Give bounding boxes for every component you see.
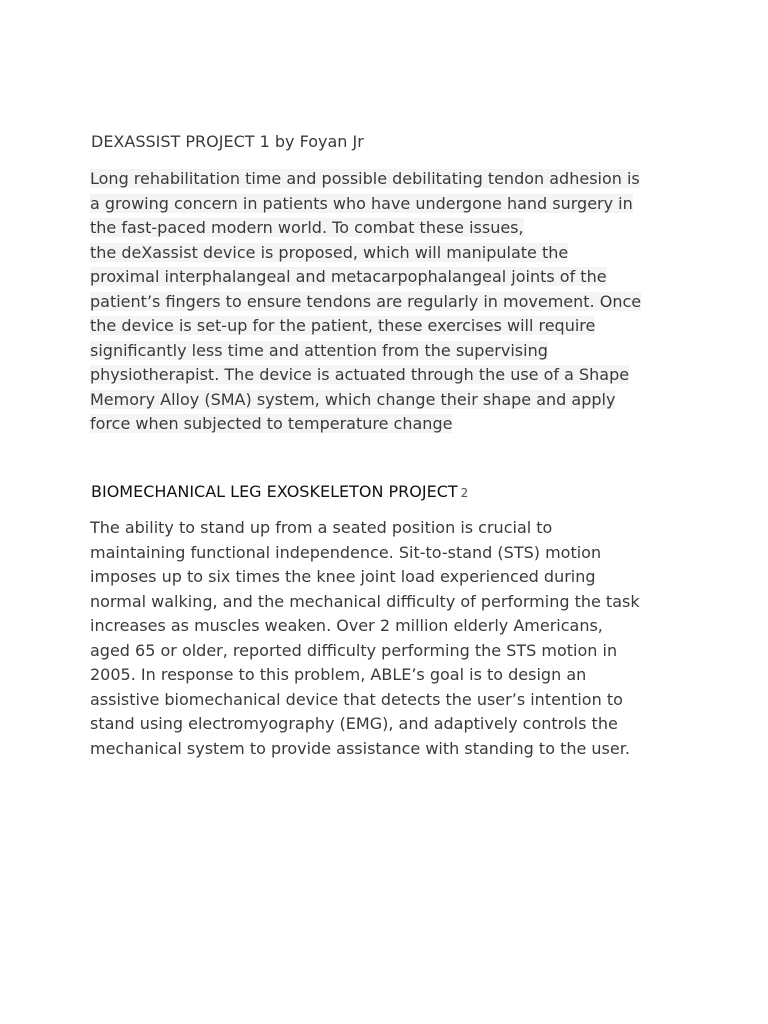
- paragraph-line: assistive biomechanical device that detects the user’s intention to: [90, 689, 623, 709]
- paragraph-line: mechanical system to provide assistance with standing to the user.: [90, 738, 630, 758]
- section2-paragraph: [90, 516, 690, 761]
- paragraph-line: Long rehabilitation time and possible debilitating tendon adhesion is: [90, 169, 640, 188]
- paragraph-line: aged 65 or older, reported difficulty performing the STS motion in: [90, 640, 618, 660]
- section2-heading-number: 2: [460, 486, 469, 500]
- paragraph-line: significantly less time and attention from the supervising: [90, 340, 548, 360]
- paragraph-line: increases as muscles weaken. Over 2 million elderly Americans,: [90, 616, 603, 635]
- paragraph-line: patient’s fingers to ensure tendons are regularly in movement. Once: [90, 291, 642, 311]
- paragraph-line: stand using electromyography (EMG), and adaptively controls the: [90, 714, 618, 733]
- paragraph-line: Memory Alloy (SMA) system, which change their shape and apply: [90, 389, 616, 409]
- paragraph-line: a growing concern in patients who have undergone hand surgery in: [90, 193, 633, 213]
- paragraph-line: imposes up to six times the knee joint load experienced during: [90, 567, 596, 586]
- paragraph-line: normal walking, and the mechanical difficulty of performing the task: [90, 591, 640, 611]
- section1-paragraph: [90, 167, 690, 437]
- section2-heading-text: BIOMECHANICAL LEG EXOSKELETON PROJECT: [91, 482, 458, 501]
- paragraph-line: the device is set-up for the patient, these exercises will require: [90, 316, 596, 335]
- paragraph-line: proximal interphalangeal and metacarpophalangeal joints of the: [90, 267, 607, 286]
- section1-heading: DEXASSIST PROJECT 1 by Foyan Jr: [91, 132, 364, 151]
- paragraph-line: 2005. In response to this problem, ABLE’s goal is to design an: [90, 665, 587, 684]
- paragraph-line: the deXassist device is proposed, which will manipulate the: [90, 242, 569, 262]
- section2-heading: [91, 482, 468, 501]
- paragraph-line: The ability to stand up from a seated position is crucial to: [90, 518, 553, 537]
- paragraph-line: force when subjected to temperature change: [90, 414, 453, 433]
- paragraph-line: the fast-paced modern world. To combat these issues,: [90, 218, 524, 237]
- paragraph-line: physiotherapist. The device is actuated through the use of a Shape: [90, 365, 630, 384]
- paragraph-line: maintaining functional independence. Sit-to-stand (STS) motion: [90, 542, 602, 562]
